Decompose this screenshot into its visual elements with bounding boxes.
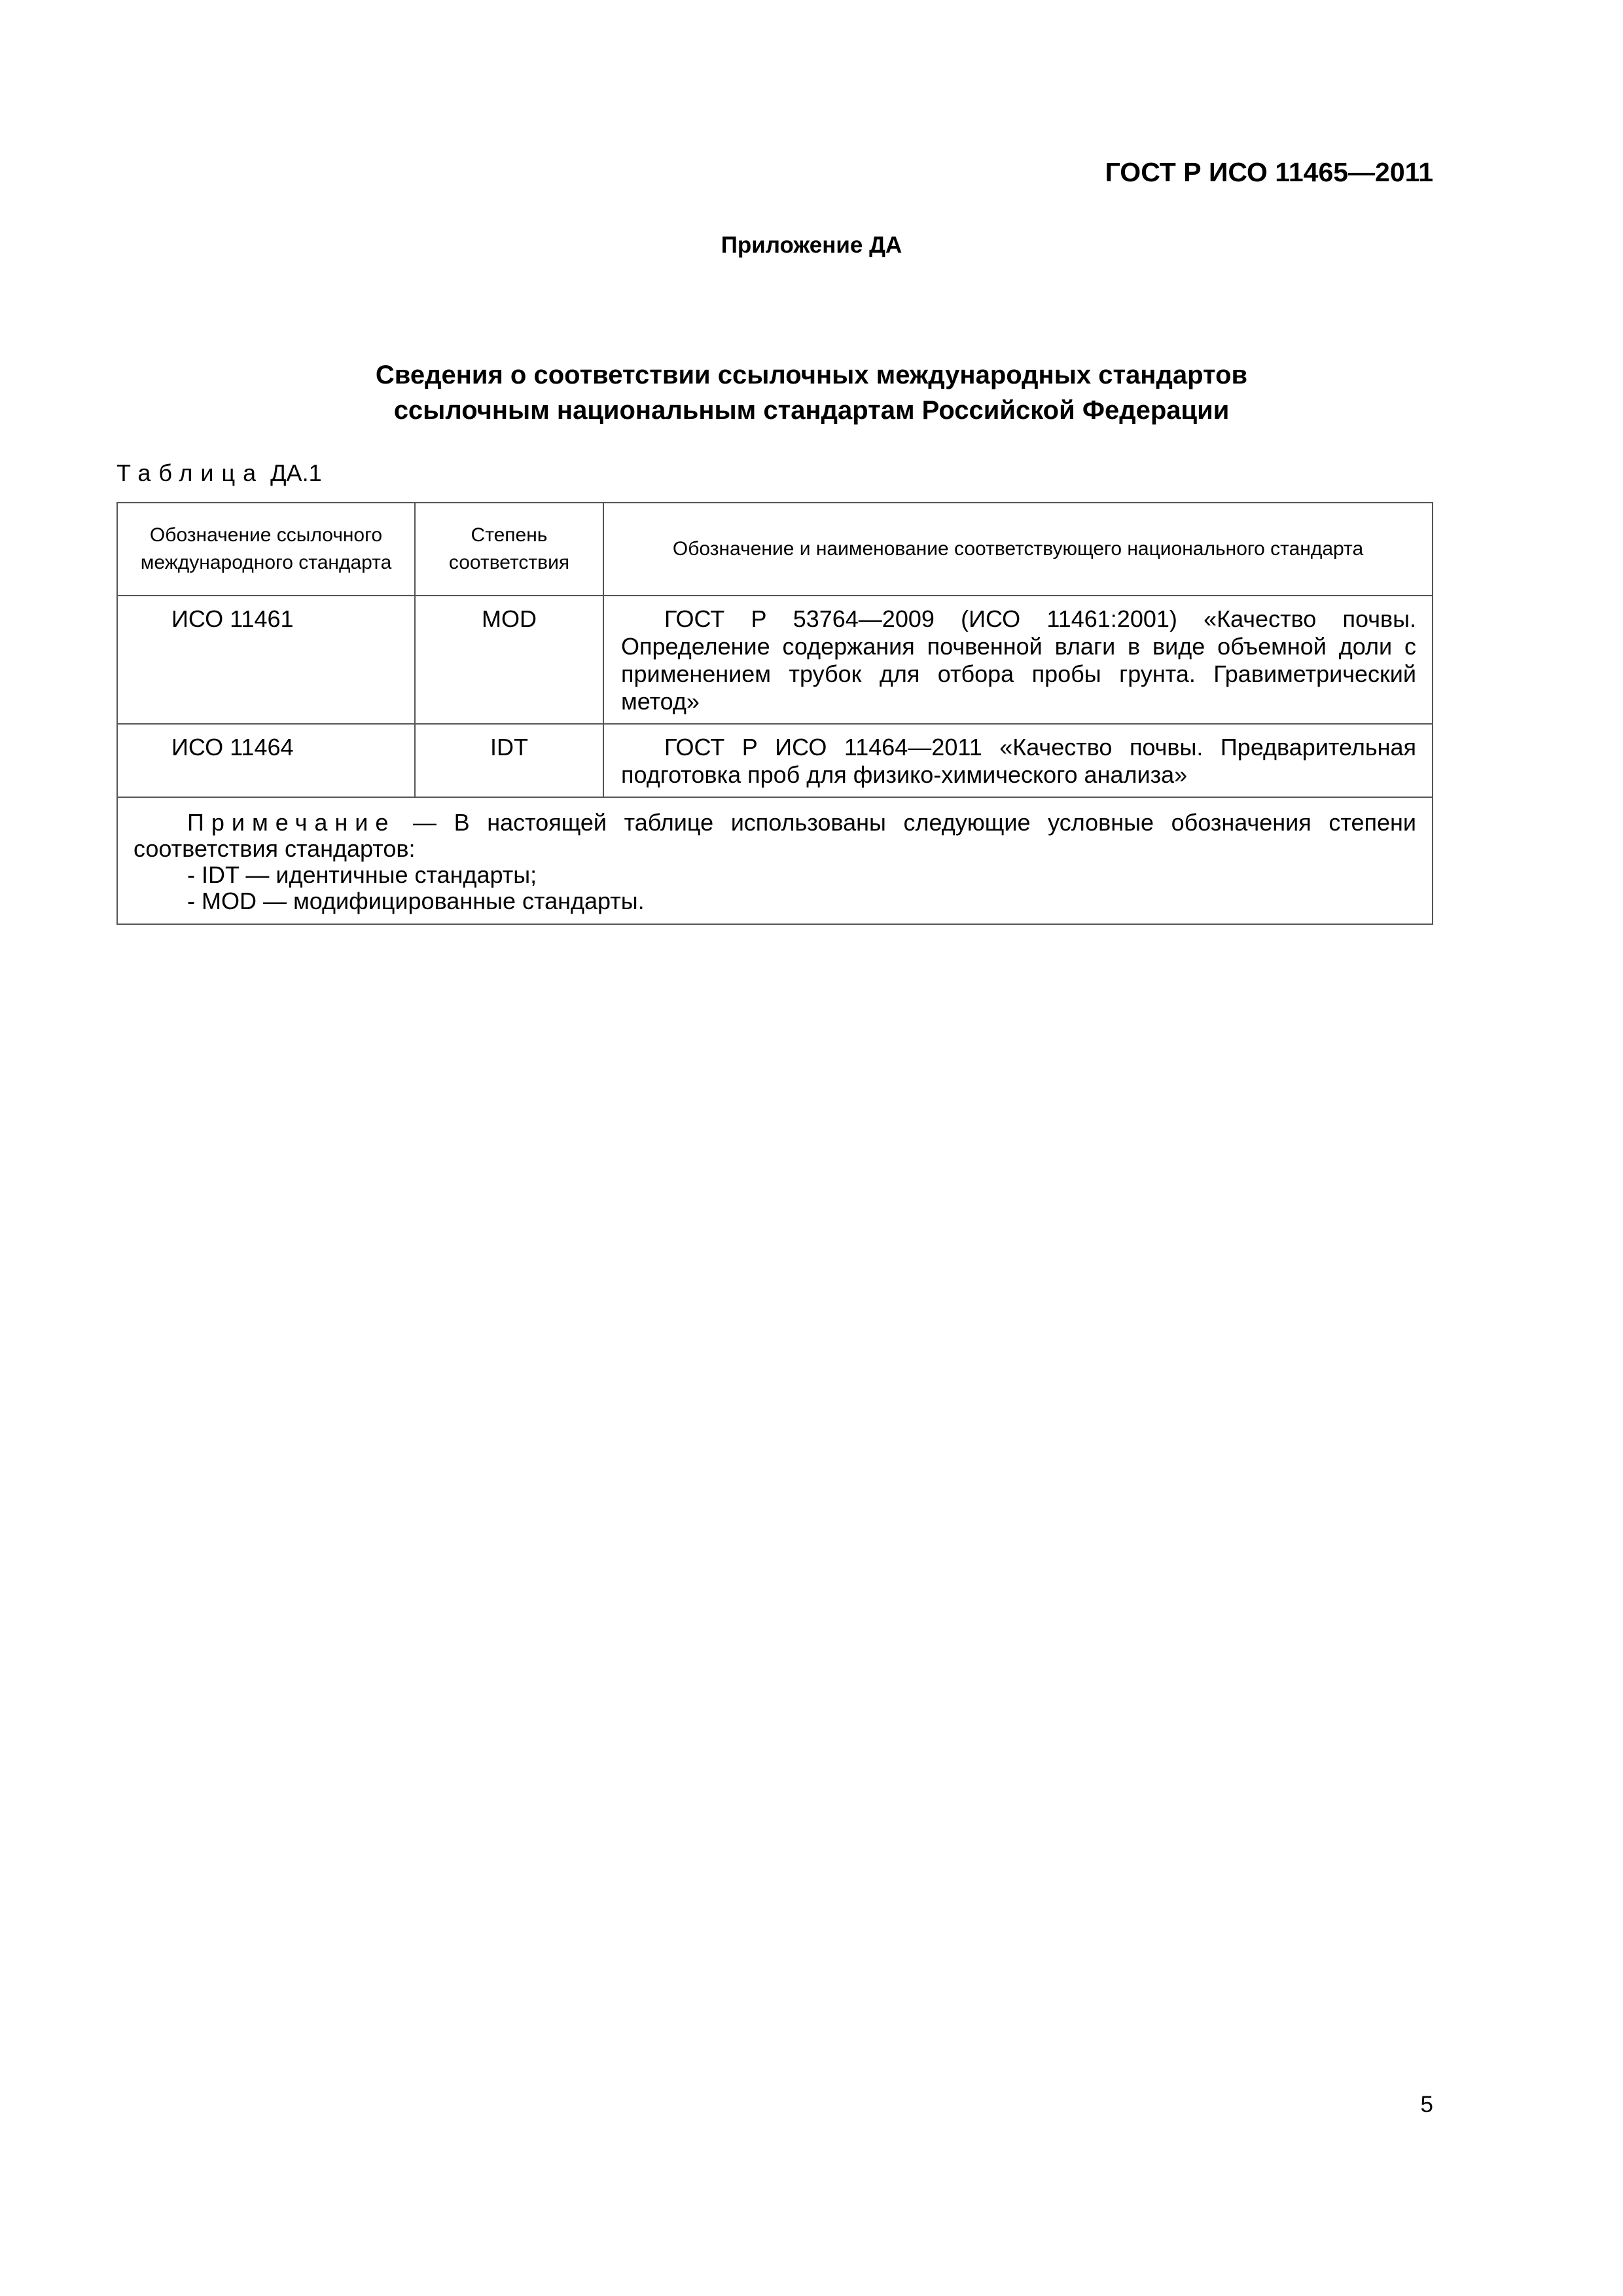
header-reference-designation <box>117 503 415 596</box>
header-col2-line2: соответствия <box>448 552 570 573</box>
cell-degree: MOD <box>415 596 603 724</box>
table-row <box>117 724 1433 797</box>
note-text <box>134 810 1416 862</box>
cell-designation: ИСО 11461 <box>117 596 415 724</box>
document-code: ГОСТ Р ИСО 11465—2011 <box>1105 157 1433 187</box>
table-label-word: Таблица <box>116 459 264 486</box>
note-body: — В настоящей таблице использованы следующие условные обозначения степени соответствия стандартов: <box>134 809 1416 862</box>
cell-degree: IDT <box>415 724 603 797</box>
table-note <box>117 797 1433 924</box>
note-label: Примечание <box>187 809 396 836</box>
header-col1-line1: Обозначение ссылочного <box>149 524 383 546</box>
table-note-row <box>117 797 1433 924</box>
table-row <box>117 596 1433 724</box>
table-label <box>116 459 322 487</box>
cell-designation: ИСО 11464 <box>117 724 415 797</box>
header-degree <box>415 503 603 596</box>
cell-national-standard: ГОСТ Р ИСО 11464—2011 «Качество почвы. Предварительная подготовка проб для физико-химического анализа» <box>603 724 1433 797</box>
annex-label: Приложение ДА <box>721 232 902 258</box>
header-col1-line2: международного стандарта <box>140 552 392 573</box>
note-item-mod: - MOD — модифицированные стандарты. <box>187 888 645 914</box>
section-title-line-2: ссылочным национальным стандартам Российской Федерации <box>393 396 1230 425</box>
cell-national-standard: ГОСТ Р 53764—2009 (ИСО 11461:2001) «Качество почвы. Определение содержания почвенной влаги в виде объемной доли с применением трубок для отбора пробы грунта. Гравиметрический метод» <box>603 596 1433 724</box>
header-national-standard: Обозначение и наименование соответствующего национального стандарта <box>603 503 1433 596</box>
note-item-idt: - IDT — идентичные стандарты; <box>187 861 537 888</box>
section-title <box>0 357 1623 428</box>
table-label-number: ДА.1 <box>270 459 322 486</box>
page-number: 5 <box>1420 2092 1433 2117</box>
correspondence-table <box>116 502 1433 925</box>
table-header-row <box>117 503 1433 596</box>
section-title-line-1: Сведения о соответствии ссылочных международных стандартов <box>375 361 1248 389</box>
header-col2-line1: Степень <box>471 524 548 546</box>
